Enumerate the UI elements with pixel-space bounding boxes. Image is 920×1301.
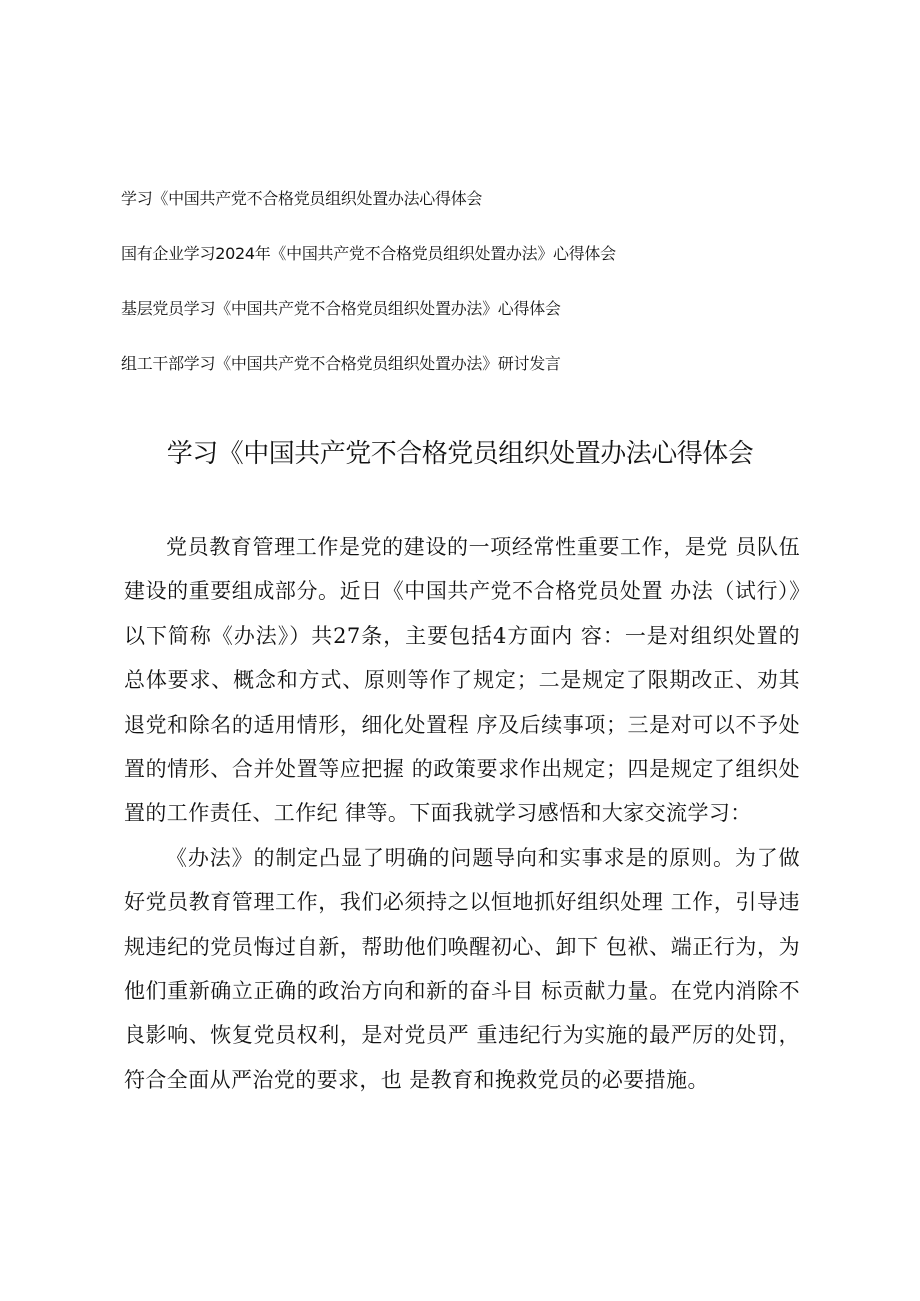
toc-item: 国有企业学习2024年《中国共产党不合格党员组织处置办法》心得体会 bbox=[121, 244, 616, 263]
table-of-contents bbox=[121, 188, 841, 408]
body-paragraph: 《办法》的制定凸显了明确的问题导向和实事求是的原则。为了做好党员教育管理工作，我们必须持之以恒地抓好组织处理 工作，引导违规违纪的党员悔过自新，帮助他们唤醒初心、卸下 包袱、端正行为，为他们重新确立正确的政治方向和新的奋斗目 标贡献力量。在党内消除不良影响、恢复党员权利，是对党员严 重违纪行为实施的最严厉的处罚，符合全面从严治党的要求，也 是教育和挽救党员的必要措施。 bbox=[124, 845, 800, 1092]
toc-item: 基层党员学习《中国共产党不合格党员组织处置办法》心得体会 bbox=[121, 299, 561, 318]
toc-item: 组工干部学习《中国共产党不合格党员组织处置办法》研讨发言 bbox=[121, 354, 561, 373]
document-title: 学习《中国共产党不合格党员组织处置办法心得体会 bbox=[166, 439, 754, 469]
body-paragraph: 党员教育管理工作是党的建设的一项经常性重要工作，是党 员队伍建设的重要组成部分。近日《中国共产党不合格党员处置 办法（试行）》以下简称《办法》）共27条，主要包括4方面内 容：一是对组织处置的总体要求、概念和方式、原则等作了规定；二是规定了限期改正、劝其退党和除名的适用情形，细化处置程 序及后续事项；三是对可以不予处置的情形、合并处置等应把握 的政策要求作出规定；四是规定了组织处置的工作责任、工作纪 律等。下面我就学习感悟和大家交流学习： bbox=[124, 535, 800, 826]
document-body bbox=[124, 525, 800, 1102]
toc-item: 学习《中国共产党不合格党员组织处置办法心得体会 bbox=[121, 189, 483, 208]
